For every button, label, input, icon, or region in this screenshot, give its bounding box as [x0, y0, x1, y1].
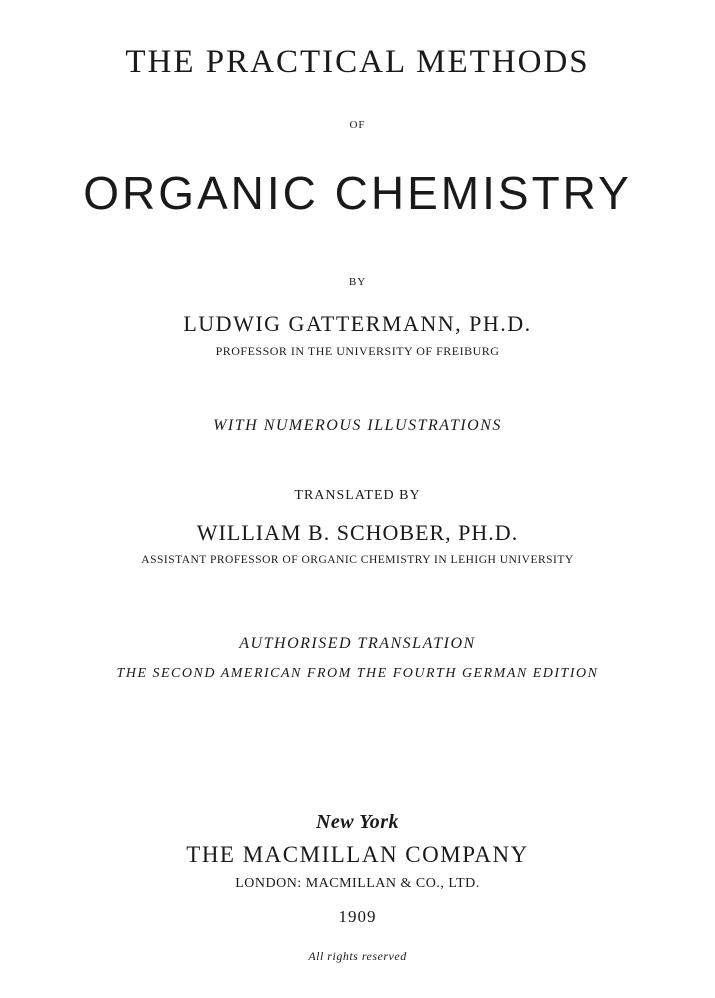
publisher-name: THE MACMILLAN COMPANY — [186, 842, 529, 867]
author-role: PROFESSOR IN THE UNIVERSITY OF FREIBURG — [215, 344, 500, 358]
translated-by-line: TRANSLATED BY — [294, 488, 421, 503]
edition-line: THE SECOND AMERICAN FROM THE FOURTH GERMAN EDITION — [116, 666, 599, 681]
of-line: OF — [349, 119, 366, 131]
publisher-location: LONDON: MACMILLAN & CO., LTD. — [235, 876, 480, 891]
authorised-line: AUTHORISED TRANSLATION — [239, 635, 476, 652]
by-line: BY — [348, 276, 367, 288]
title-line: THE PRACTICAL METHODS — [125, 44, 590, 80]
publication-year: 1909 — [338, 907, 377, 926]
translator-name: WILLIAM B. SCHOBER, PH.D. — [196, 520, 519, 545]
publisher-city: New York — [315, 811, 400, 833]
rights-notice: All rights reserved — [308, 949, 407, 963]
translator-role: ASSISTANT PROFESSOR OF ORGANIC CHEMISTRY IN LEHIGH UNIVERSITY — [141, 554, 574, 566]
author-name: LUDWIG GATTERMANN, PH.D. — [183, 311, 532, 336]
illustrations-line: WITH NUMEROUS ILLUSTRATIONS — [213, 417, 502, 434]
main-title: ORGANIC CHEMISTRY — [83, 167, 632, 219]
